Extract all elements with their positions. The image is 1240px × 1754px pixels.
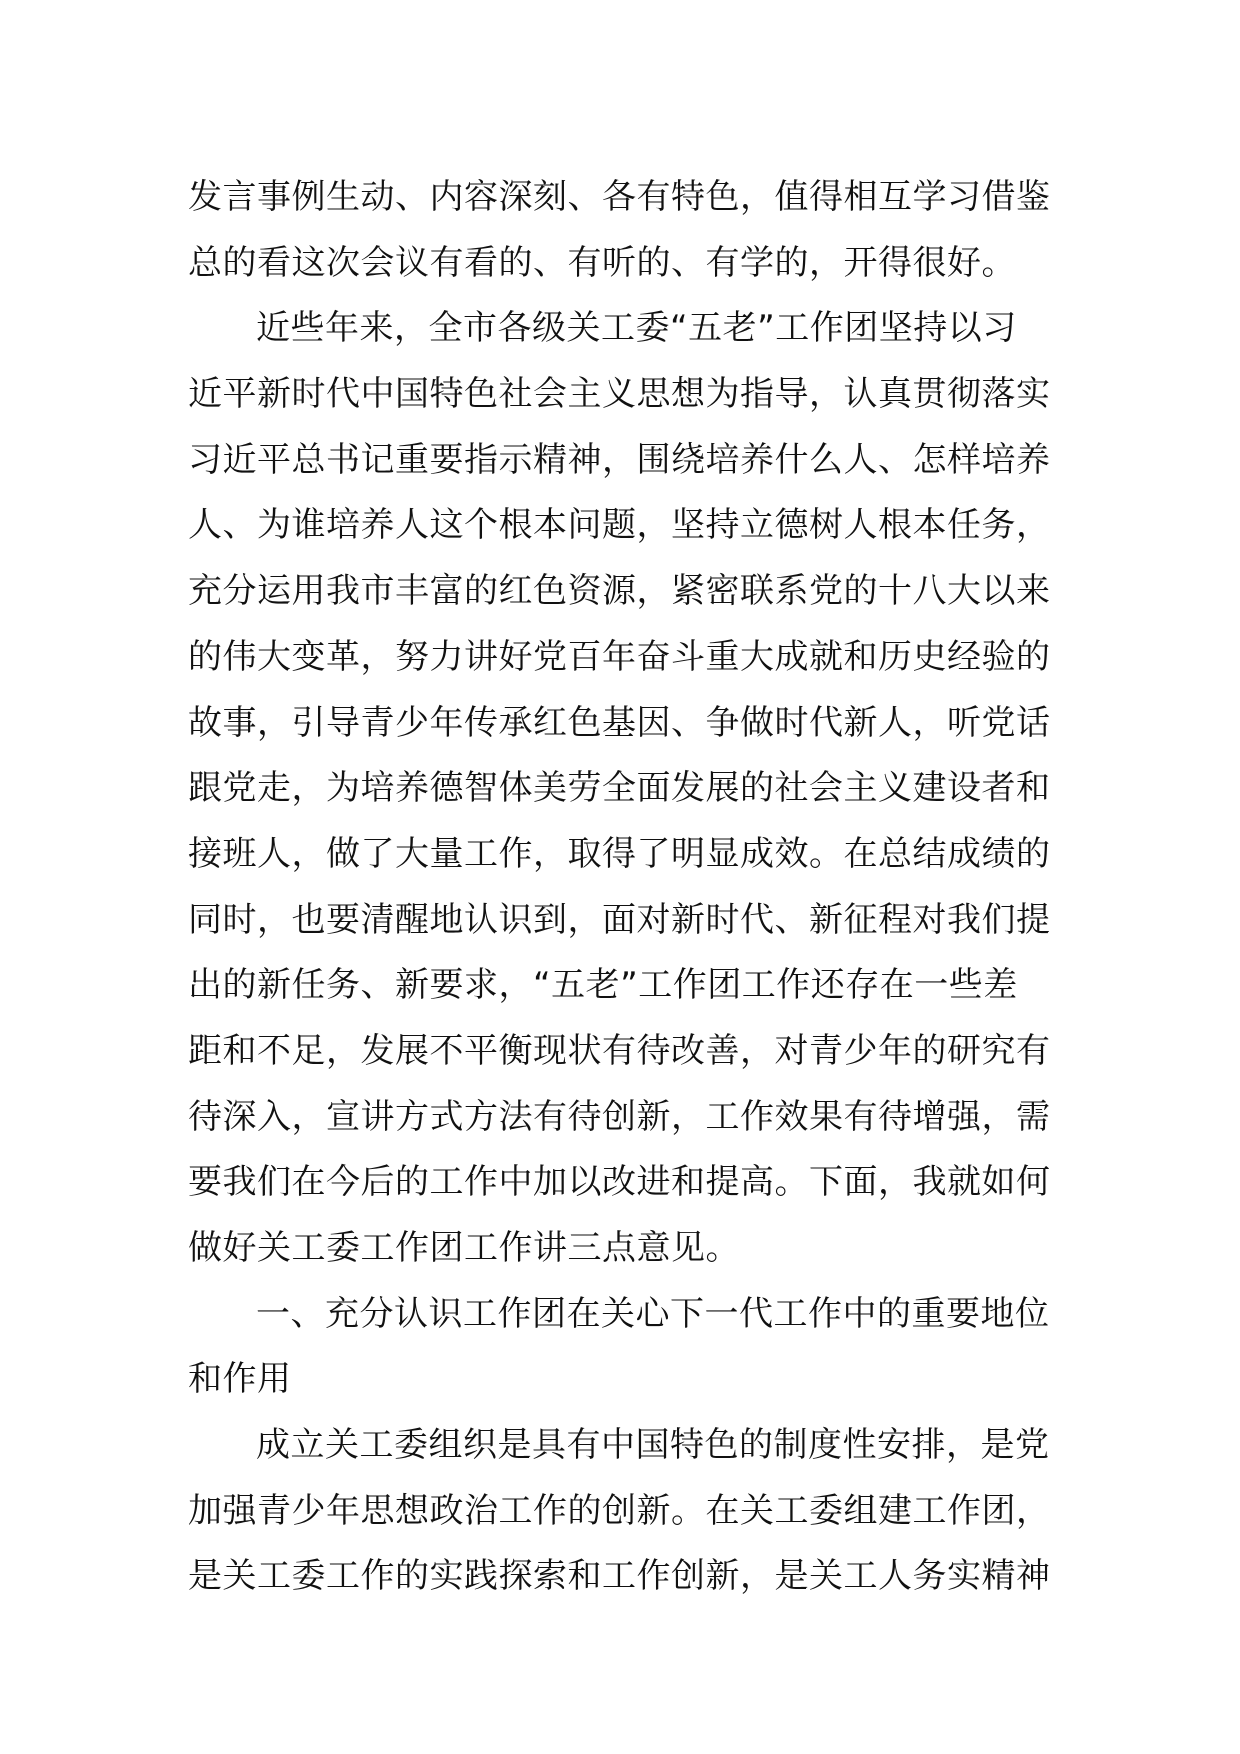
text-line: 同时，也要清醒地认识到，面对新时代、新征程对我们提 bbox=[188, 899, 1051, 940]
section-heading-line: 和作用 bbox=[188, 1359, 292, 1400]
text-line: 出的新任务、新要求，“五老”工作团工作还存在一些差 bbox=[188, 965, 1018, 1006]
text-line: 近平新时代中国特色社会主义思想为指导，认真贯彻落实 bbox=[188, 374, 1051, 415]
text-line: 是关工委工作的实践探索和工作创新，是关工人务实精神 bbox=[188, 1556, 1051, 1597]
section-heading-line: 一、充分认识工作团在关心下一代工作中的重要地位 bbox=[256, 1293, 1050, 1334]
text-line: 加强青少年思想政治工作的创新。在关工委组建工作团， bbox=[188, 1490, 1051, 1531]
text-line: 习近平总书记重要指示精神，围绕培养什么人、怎样培养 bbox=[188, 439, 1051, 480]
text-line: 人、为谁培养人这个根本问题，坚持立德树人根本任务， bbox=[188, 505, 1051, 546]
text-line: 距和不足，发展不平衡现状有待改善，对青少年的研究有 bbox=[188, 1030, 1051, 1071]
text-line: 做好关工委工作团工作讲三点意见。 bbox=[188, 1228, 740, 1268]
text-line: 跟党走，为培养德智体美劳全面发展的社会主义建设者和 bbox=[188, 768, 1051, 809]
text-line: 的伟大变革，努力讲好党百年奋斗重大成就和历史经验的 bbox=[188, 636, 1051, 677]
text-line: 要我们在今后的工作中加以改进和提高。下面，我就如何 bbox=[188, 1162, 1051, 1203]
text-line: 故事，引导青少年传承红色基因、争做时代新人，听党话 bbox=[188, 702, 1051, 743]
document-body bbox=[188, 165, 1058, 1610]
text-line: 待深入，宣讲方式方法有待创新，工作效果有待增强，需 bbox=[188, 1096, 1051, 1137]
text-line: 充分运用我市丰富的红色资源，紧密联系党的十八大以来 bbox=[188, 571, 1051, 612]
text-line: 接班人，做了大量工作，取得了明显成效。在总结成绩的 bbox=[188, 833, 1051, 874]
text-line: 发言事例生动、内容深刻、各有特色，值得相互学习借鉴 bbox=[188, 177, 1051, 217]
paragraph-start-line: 成立关工委组织是具有中国特色的制度性安排，是党 bbox=[256, 1425, 1050, 1466]
text-line: 总的看这次会议有看的、有听的、有学的，开得很好。 bbox=[188, 242, 1016, 283]
paragraph-start-line: 近些年来，全市各级关工委“五老”工作团坚持以习 bbox=[256, 308, 1017, 349]
